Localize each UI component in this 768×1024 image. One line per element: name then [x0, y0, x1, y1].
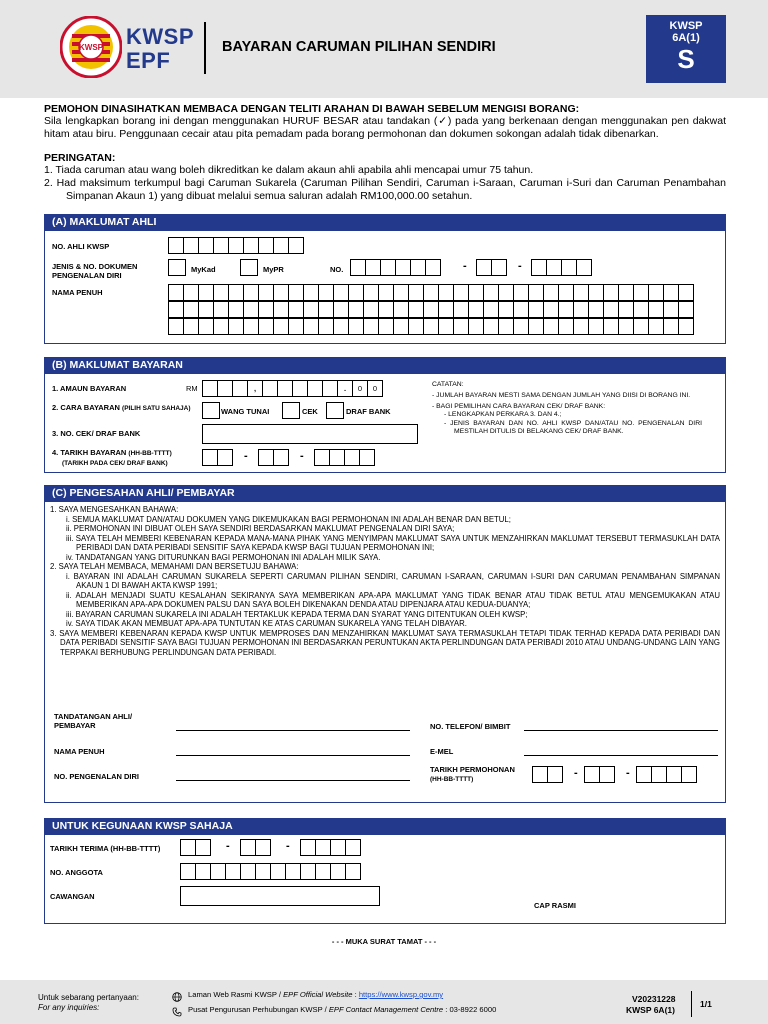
pay-date-dash-2: - — [300, 450, 304, 462]
footer-enquiry-2: For any inquiries: — [38, 1003, 100, 1012]
received-dash-1: - — [226, 840, 230, 852]
decl-p2-ii: ii. ADALAH MENJADI SUATU KESALAHAN SEKIRANYA SAYA MEMBERIKAN APA-APA MAKLUMAT YANG TIDAK BENAR ATAU TIDAK BETUL ATAU MENGEMUKAKAN ATAU MEMBERIKAN APA-APA DOKUMEN PALSU DAN SAYA BOLEH DIKENAKAN DENDA ATAU DIPENJARA ATAU KEDUA-DUANYA; — [66, 590, 720, 609]
decl-p1-iv: iv. TANDATANGAN YANG DITURUNKAN BAGI PERMOHONAN INI ADALAH MILIK SAYA. — [66, 552, 381, 562]
method-label-text: 2. CARA BAYARAN — [52, 403, 120, 412]
pay-date-dash-1: - — [244, 450, 248, 462]
amount-input[interactable] — [202, 380, 382, 397]
cheque-label: CEK — [302, 407, 318, 416]
idno-label: NO. PENGENALAN DIRI — [54, 772, 140, 781]
warning-title: PERINGATAN: — [44, 152, 116, 164]
form-code-line-2: 6A(1) — [672, 32, 700, 44]
app-date-label — [430, 765, 515, 785]
website-en: EPF Official Website — [283, 990, 353, 999]
id-no-part-1[interactable] — [350, 259, 440, 276]
form-code-badge — [646, 15, 726, 83]
id-dash-2: - — [518, 260, 522, 272]
section-c-header: (C) PENGESAHAN AHLI/ PEMBAYAR — [44, 485, 726, 501]
contact-phone: : 03-8922 6000 — [443, 1005, 497, 1014]
member-no-input[interactable] — [168, 237, 303, 254]
branch-input[interactable] — [180, 886, 380, 906]
pay-date-year[interactable] — [314, 449, 374, 466]
intro-heading: PEMOHON DINASIHATKAN MEMBACA DENGAN TELITI ARAHAN DI BAWAH SEBELUM MENGISI BORANG: — [44, 103, 580, 115]
pay-date-label-text: 4. TARIKH BAYARAN — [52, 448, 127, 457]
app-date-dash-1: - — [574, 767, 578, 779]
decl-p1-iii: iii. SAYA TELAH MEMBERI KEBENARAN KEPADA MANA-MANA PIHAK YANG MENYIMPAN MAKLUMAT SAYA UNTUK MENZAHIRKAN MAKLUMAT TERSEBUT TERMASUKLAH DATA PERIBADI DAN DATA PERIBADI SENSITIF SAYA KEPADA KWSP BAGI TUJUAN PERMOHONAN INI; — [66, 533, 720, 552]
phone-line[interactable] — [524, 730, 718, 731]
received-dash-2: - — [286, 840, 290, 852]
decl-p2-iv: iv. SAYA TIDAK AKAN MEMBUAT APA-APA TUNTUTAN KE ATAS CARUMAN SUKARELA YANG TELAH DIBAYAR. — [66, 619, 467, 628]
mypr-label: MyPR — [263, 265, 284, 274]
amount-cents-2: 0 — [367, 380, 383, 397]
full-name-row-2[interactable] — [168, 301, 693, 318]
received-date-day[interactable] — [180, 839, 210, 856]
end-of-page: - - - MUKA SURAT TAMAT - - - — [331, 937, 437, 946]
branch-label: CAWANGAN — [50, 892, 95, 901]
phone-label: NO. TELEFON/ BIMBIT — [430, 722, 511, 731]
app-date-dash-2: - — [626, 767, 630, 779]
globe-icon-svg — [172, 992, 182, 1002]
member-no-label: NO. AHLI KWSP — [52, 242, 110, 251]
full-name-row-3[interactable] — [168, 318, 693, 335]
pay-date-format: (HH-BB-TTTT) — [128, 450, 172, 457]
declaration-text — [50, 505, 720, 657]
page-title: BAYARAN CARUMAN PILIHAN SENDIRI — [222, 39, 496, 55]
logo-kwsp-text: KWSP — [126, 24, 194, 49]
footer-contact — [188, 1005, 496, 1014]
footer-divider — [691, 991, 692, 1017]
page-number: 1/1 — [700, 999, 712, 1009]
amount-label: 1. AMAUN BAYARAN — [52, 384, 127, 393]
decl-p2-i: i. BAYARAN INI ADALAH CARUMAN SUKARELA SEPERTI CARUMAN PILIHAN SENDIRI, CARUMAN I-SARAAN, CARUMAN I-SURI DAN CARUMAN PENAMBAHAN SIMPANAN AKAUN 1 DI BAWAH AKTA KWSP 1991; — [66, 571, 720, 590]
decl-p1-i: i. SEMUA MAKLUMAT DAN/ATAU DOKUMEN YANG DIKEMUKAKAN BAGI PERMOHONAN INI ADALAH BENAR DAN BETUL; — [66, 514, 511, 524]
id-no-part-3[interactable] — [531, 259, 591, 276]
note-2: - BAGI PEMILIHAN CARA BAYARAN CEK/ DRAF BANK: — [432, 402, 606, 410]
cheque-no-label: 3. NO. CEK/ DRAF BANK — [52, 429, 141, 438]
header-divider — [204, 22, 206, 74]
mykad-checkbox[interactable] — [168, 259, 186, 276]
contact-en: EPF Contact Management Centre — [328, 1005, 444, 1014]
cheque-no-input[interactable] — [202, 424, 418, 444]
cheque-checkbox[interactable] — [282, 402, 300, 419]
received-date-label: TARIKH TERIMA (HH-BB-TTTT) — [50, 844, 161, 853]
draft-label: DRAF BANK — [346, 407, 391, 416]
cash-label: WANG TUNAI — [221, 407, 270, 416]
pay-date-month[interactable] — [258, 449, 288, 466]
mykad-label: MyKad — [191, 265, 216, 274]
signature-label: TANDATANGAN AHLI/ PEMBAYAR — [54, 712, 133, 731]
footer-form: KWSP 6A(1) — [626, 1005, 675, 1015]
note-1: - JUMLAH BAYARAN MESTI SAMA DENGAN JUMLAH YANG DIISI DI BORANG INI. — [432, 392, 691, 400]
contact-prefix: Pusat Pengurusan Perhubungan KWSP / — [188, 1005, 329, 1014]
pay-date-note: (TARIKH PADA CEK/ DRAF BANK) — [62, 460, 168, 468]
note-3: - LENGKAPKAN PERKARA 3. DAN 4.; — [444, 411, 562, 419]
id-no-label: NO. — [330, 265, 344, 274]
received-date-year[interactable] — [300, 839, 360, 856]
method-label — [52, 403, 191, 413]
office-use-header: UNTUK KEGUNAAN KWSP SAHAJA — [44, 818, 726, 834]
decl-p1: 1. SAYA MENGESAHKAN BAHAWA: — [50, 505, 179, 514]
idno-line[interactable] — [176, 780, 410, 781]
cash-checkbox[interactable] — [202, 402, 220, 419]
signature-line[interactable] — [176, 730, 410, 731]
member-no-office-input[interactable] — [180, 863, 360, 880]
note-4: - JENIS BAYARAN DAN NO. AHLI KWSP DAN/ATAU NO. PENGENALAN DIRI MESTILAH DITULIS DI BELAKANG CEK/ DRAF BANK. — [444, 419, 702, 436]
decl-p1-ii: ii. PERMOHONAN INI DIBUAT OLEH SAYA SENDIRI BERDASARKAN MAKLUMAT PENGENALAN DIRI SAYA; — [66, 524, 455, 533]
website-sep: : — [352, 990, 359, 999]
mypr-checkbox[interactable] — [240, 259, 258, 276]
globe-icon — [172, 989, 182, 999]
full-name-label: NAMA PENUH — [52, 288, 103, 297]
received-date-month[interactable] — [240, 839, 270, 856]
pay-date-day[interactable] — [202, 449, 232, 466]
footer-version: V20231228 — [632, 994, 676, 1004]
email-label: E-MEL — [430, 747, 454, 756]
app-date-label-text: TARIKH PERMOHONAN — [430, 765, 515, 774]
email-line[interactable] — [524, 755, 718, 756]
full-name-row-1[interactable] — [168, 284, 693, 301]
app-date-year[interactable] — [636, 766, 696, 783]
footer-website — [188, 990, 443, 999]
phone-icon — [172, 1004, 182, 1014]
intro-body: Sila lengkapkan borang ini dengan menggunakan HURUF BESAR atau tandakan (✓) pada yang berkenaan dengan menggunakan pen dakwat hitam atau biru. Penggunaan cecair atau pita pemadam pada borang permohonan dan dokumen sokongan adalah tidak dibenarkan. — [44, 115, 726, 141]
kwsp-seal-icon — [60, 16, 122, 78]
method-note: (PILIH SATU SAHAJA) — [122, 405, 191, 412]
amount-comma: , — [247, 380, 263, 397]
phone-icon-svg — [172, 1007, 182, 1017]
id-dash-1: - — [463, 260, 467, 272]
decl-p2: 2. SAYA TELAH MEMBACA, MEMAHAMI DAN BERSETUJU BAHAWA: — [50, 562, 299, 571]
notes-title: CATATAN: — [432, 381, 464, 388]
pay-date-label — [52, 448, 172, 468]
app-date-day[interactable] — [532, 766, 562, 783]
section-b-header: (B) MAKLUMAT BAYARAN — [44, 357, 726, 373]
member-no-office-label: NO. ANGGOTA — [50, 868, 103, 877]
draft-checkbox[interactable] — [326, 402, 344, 419]
decl-p3: 3. SAYA MEMBERI KEBENARAN KEPADA KWSP UNTUK MEMPROSES DAN MENZAHIRKAN MAKLUMAT SAYA TERMASUKLAH TETAPI TIDAK TERHAD KEPADA DATA PERIBADI DAN DATA PERIBADI SENSITIF SAYA BAGI TUJUAN PERMOHONAN INI BERDASARKAN PERUNTUKAN AKTA PERLINDUNGAN DATA PERIBADI 2010 ATAU UNDANG-UNDANG LAIN YANG TERPAKAI BERHUBUNG PERLINDUNGAN DATA PERIBADI. — [50, 628, 720, 657]
payment-notes — [432, 381, 722, 437]
fullname-line[interactable] — [176, 755, 410, 756]
app-date-format: (HH-BB-TTTT) — [430, 776, 474, 784]
svg-text:KWSP: KWSP — [79, 43, 103, 52]
app-date-month[interactable] — [584, 766, 614, 783]
kwsp-logo — [60, 16, 122, 78]
rm-label: RM — [186, 384, 198, 393]
warning-1: 1. Tiada caruman atau wang boleh dikreditkan ke dalam akaun ahli apabila ahli mencapai umur 75 tahun. — [44, 164, 534, 176]
logo-epf-text: EPF — [126, 48, 171, 73]
form-code-line-1: KWSP — [669, 20, 703, 32]
form-letter: S — [677, 44, 695, 74]
website-link[interactable]: https://www.kwsp.gov.my — [358, 990, 444, 999]
id-type-label: JENIS & NO. DOKUMEN PENGENALAN DIRI — [52, 262, 138, 281]
id-no-part-2[interactable] — [476, 259, 506, 276]
decl-p2-iii: iii. BAYARAN CARUMAN SUKARELA INI ADALAH TERTAKLUK KEPADA TERMA DAN SYARAT YANG DITENTUKAN OLEH KWSP; — [66, 609, 528, 619]
section-a-header: (A) MAKLUMAT AHLI — [44, 214, 726, 230]
fullname-sign-label: NAMA PENUH — [54, 747, 105, 756]
warning-2: 2. Had maksimum terkumpul bagi Caruman Sukarela (Caruman Pilihan Sendiri, Caruman i-Saraan, Caruman i-Suri dan Caruman Penambahan Simpanan Akaun 1) yang dibuat melalui semua saluran adalah RM100,000.00 setahun. — [44, 177, 726, 203]
official-stamp-label: CAP RASMI — [534, 901, 576, 910]
website-prefix: Laman Web Rasmi KWSP / — [188, 990, 284, 999]
amount-dot: . — [337, 380, 353, 397]
footer-enquiry-1: Untuk sebarang pertanyaan: — [38, 993, 139, 1002]
amount-cents-1: 0 — [352, 380, 368, 397]
